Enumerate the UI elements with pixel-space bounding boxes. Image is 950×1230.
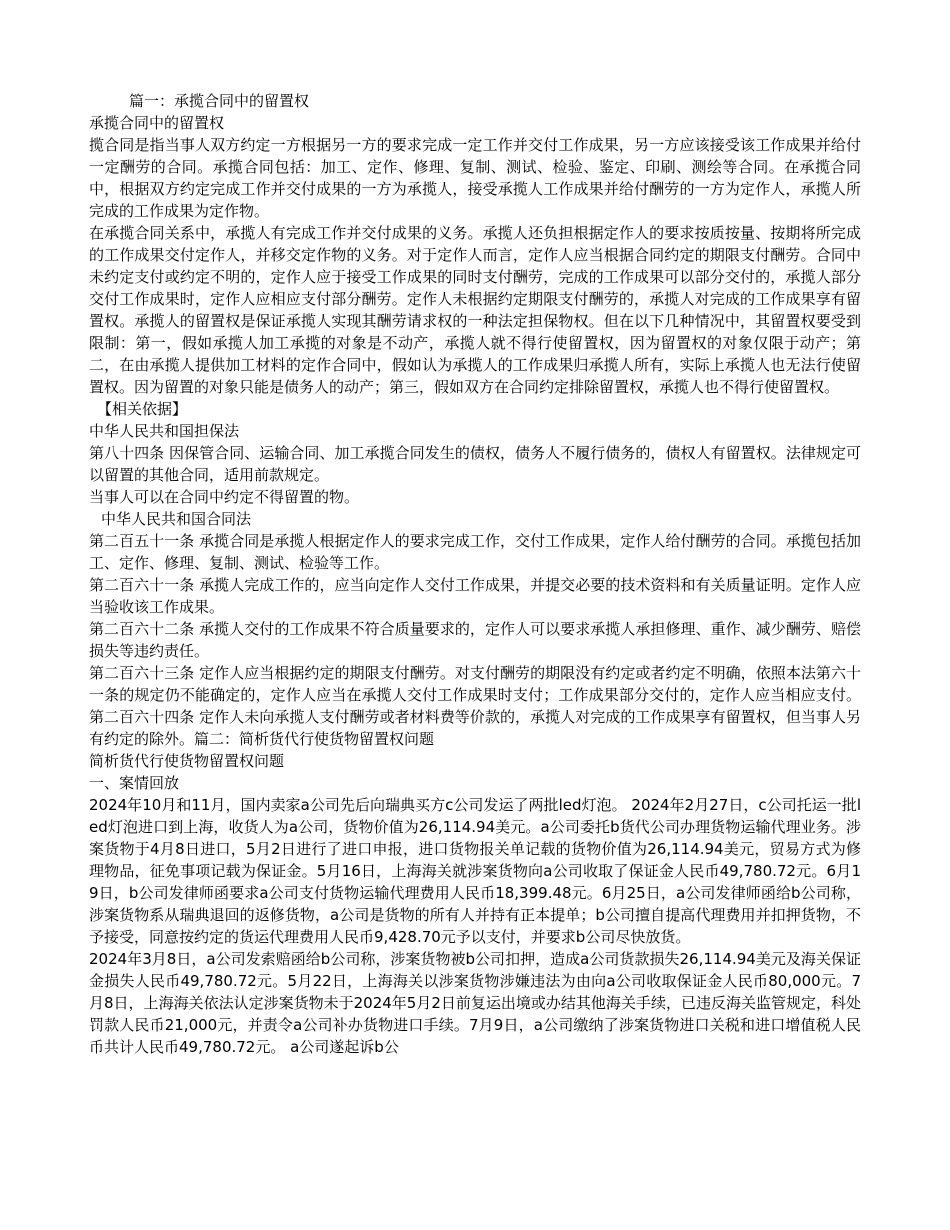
paragraph-contract-definition: 揽合同是指当事人双方约定一方根据另一方的要求完成一定工作并交付工作成果，另一方应该接受该工作成果并给付一定酬劳的合同。承揽合同包括：加工、定作、修理、复制、测试、检验、鉴定、印刷、测绘等合同。在承揽合同中，根据双方约定完成工作并交付成果的一方为承揽人，接受承揽人工作成果并给付酬劳的一方为定作人，承揽人所完成的工作成果为定作物。 bbox=[89, 136, 861, 220]
article-251: 第二百五十一条 承揽合同是承揽人根据定作人的要求完成工作，交付工作成果，定作人给付酬劳的合同。承揽包括加工、定作、修理、复制、测试、检验等工作。 bbox=[89, 532, 861, 572]
article-84-clause: 当事人可以在合同中约定不得留置的物。 bbox=[89, 488, 360, 506]
law-title-guarantee: 中华人民共和国担保法 bbox=[89, 422, 240, 440]
case-paragraph-1: 2024年10月和11月，国内卖家a公司先后向瑞典买方c公司发运了两批led灯泡。 2024年2月27日，c公司托运一批led灯泡进口到上海，收货人为a公司，货物价值为26,114.94美元。a公司委托b货代公司办理货物运输代理业务。涉案货物于4月8日进口，5月2日进行了进口申报，进口货物报关单记载的货物价值为26,114.94美元，贸易方式为修理物品，征免事项记载为保证金。5月16日，上海海关就涉案货物向a公司收取了保证金人民币49,780.72元。6月19日，b公司发律师函要求a公司支付货物运输代理费用人民币18,399.48元。6月25日，a公司发律师函给b公司称，涉案货物系从瑞典退回的返修货物，a公司是货物的所有人并持有正本提单；b公司擅自提高代理费用并扣押货物，不予接受，同意按约定的货运代理费用人民币9,428.70元予以支付，并要求b公司尽快放货。 bbox=[89, 796, 861, 946]
case-review-heading: 一、案情回放 bbox=[89, 774, 180, 792]
related-basis-heading: 【相关依据】 bbox=[97, 400, 188, 418]
article-263-264: 第二百六十三条 定作人应当根据约定的期限支付酬劳。对支付酬劳的期限没有约定或者约定不明确，依照本法第六十一条的规定仍不能确定的，定作人应当在承揽人交付工作成果时支付；工作成果部分交付的，定作人应当相应支付。第二百六十四条 定作人未向承揽人支付酬劳或者材料费等价款的，承揽人对完成的工作成果享有留置权，但当事人另有约定的除外。篇二：简析货代行使货物留置权问题 bbox=[89, 664, 861, 748]
article-262: 第二百六十二条 承揽人交付的工作成果不符合质量要求的，定作人可以要求承揽人承担修理、重作、减少酬劳、赔偿损失等违约责任。 bbox=[89, 620, 861, 660]
paragraph-contract-relationship: 在承揽合同关系中，承揽人有完成工作并交付成果的义务。承揽人还负担根据定作人的要求按质按量、按期将所完成的工作成果交付定作人，并移交定作物的义务。对于定作人而言，定作人应当根据合同约定的期限支付酬劳。合同中未约定支付或约定不明的，定作人应于接受工作成果的同时支付酬劳，完成的工作成果可以部分交付的，承揽人部分交付工作成果时，定作人应相应支付部分酬劳。定作人未根据约定期限支付酬劳的，承揽人对完成的工作成果享有留置权。承揽人的留置权是保证承揽人实现其酬劳请求权的一种法定担保物权。但在以下几种情况中，其留置权要受到限制：第一，假如承揽人加工承揽的对象是不动产，承揽人就不得行使留置权，因为留置权的对象仅限于动产；第二，在由承揽人提供加工材料的定作合同中，假如认为承揽人的工作成果归承揽人所有，实际上承揽人也无法行使留置权。因为留置的对象只能是债务人的动产；第三，假如双方在合同约定排除留置权，承揽人也不得行使留置权。 bbox=[89, 224, 861, 396]
case-paragraph-2: 2024年3月8日，a公司发索赔函给b公司称，涉案货物被b公司扣押，造成a公司货款损失26,114.94美元及海关保证金损失人民币49,780.72元。5月22日，上海海关以涉案货物涉嫌违法为由向a公司收取保证金人民币80,000元。7月8日，上海海关依法认定涉案货物未于2024年5月2日前复运出境或办结其他海关手续，已违反海关监管规定，科处罚款人民币21,000元，并责令a公司补办货物进口手续。7月9日，a公司缴纳了涉案货物进口关税和进口增值税人民币共计人民币49,780.72元。 a公司遂起诉b公 bbox=[89, 950, 861, 1056]
article-261: 第二百六十一条 承揽人完成工作的，应当向定作人交付工作成果，并提交必要的技术资料和有关质量证明。定作人应当验收该工作成果。 bbox=[89, 576, 861, 616]
document-heading: 篇一：承揽合同中的留置权 bbox=[129, 92, 310, 110]
article-84: 第八十四条 因保管合同、运输合同、加工承揽合同发生的债权，债务人不履行债务的，债权人有留置权。法律规定可以留置的其他合同，适用前款规定。 bbox=[89, 444, 861, 484]
document-body bbox=[89, 90, 861, 1058]
law-title-contract: 中华人民共和国合同法 bbox=[101, 510, 252, 528]
section-title-liens: 承揽合同中的留置权 bbox=[89, 114, 225, 132]
section-title-freight-forwarder: 简析货代行使货物留置权问题 bbox=[89, 752, 285, 770]
